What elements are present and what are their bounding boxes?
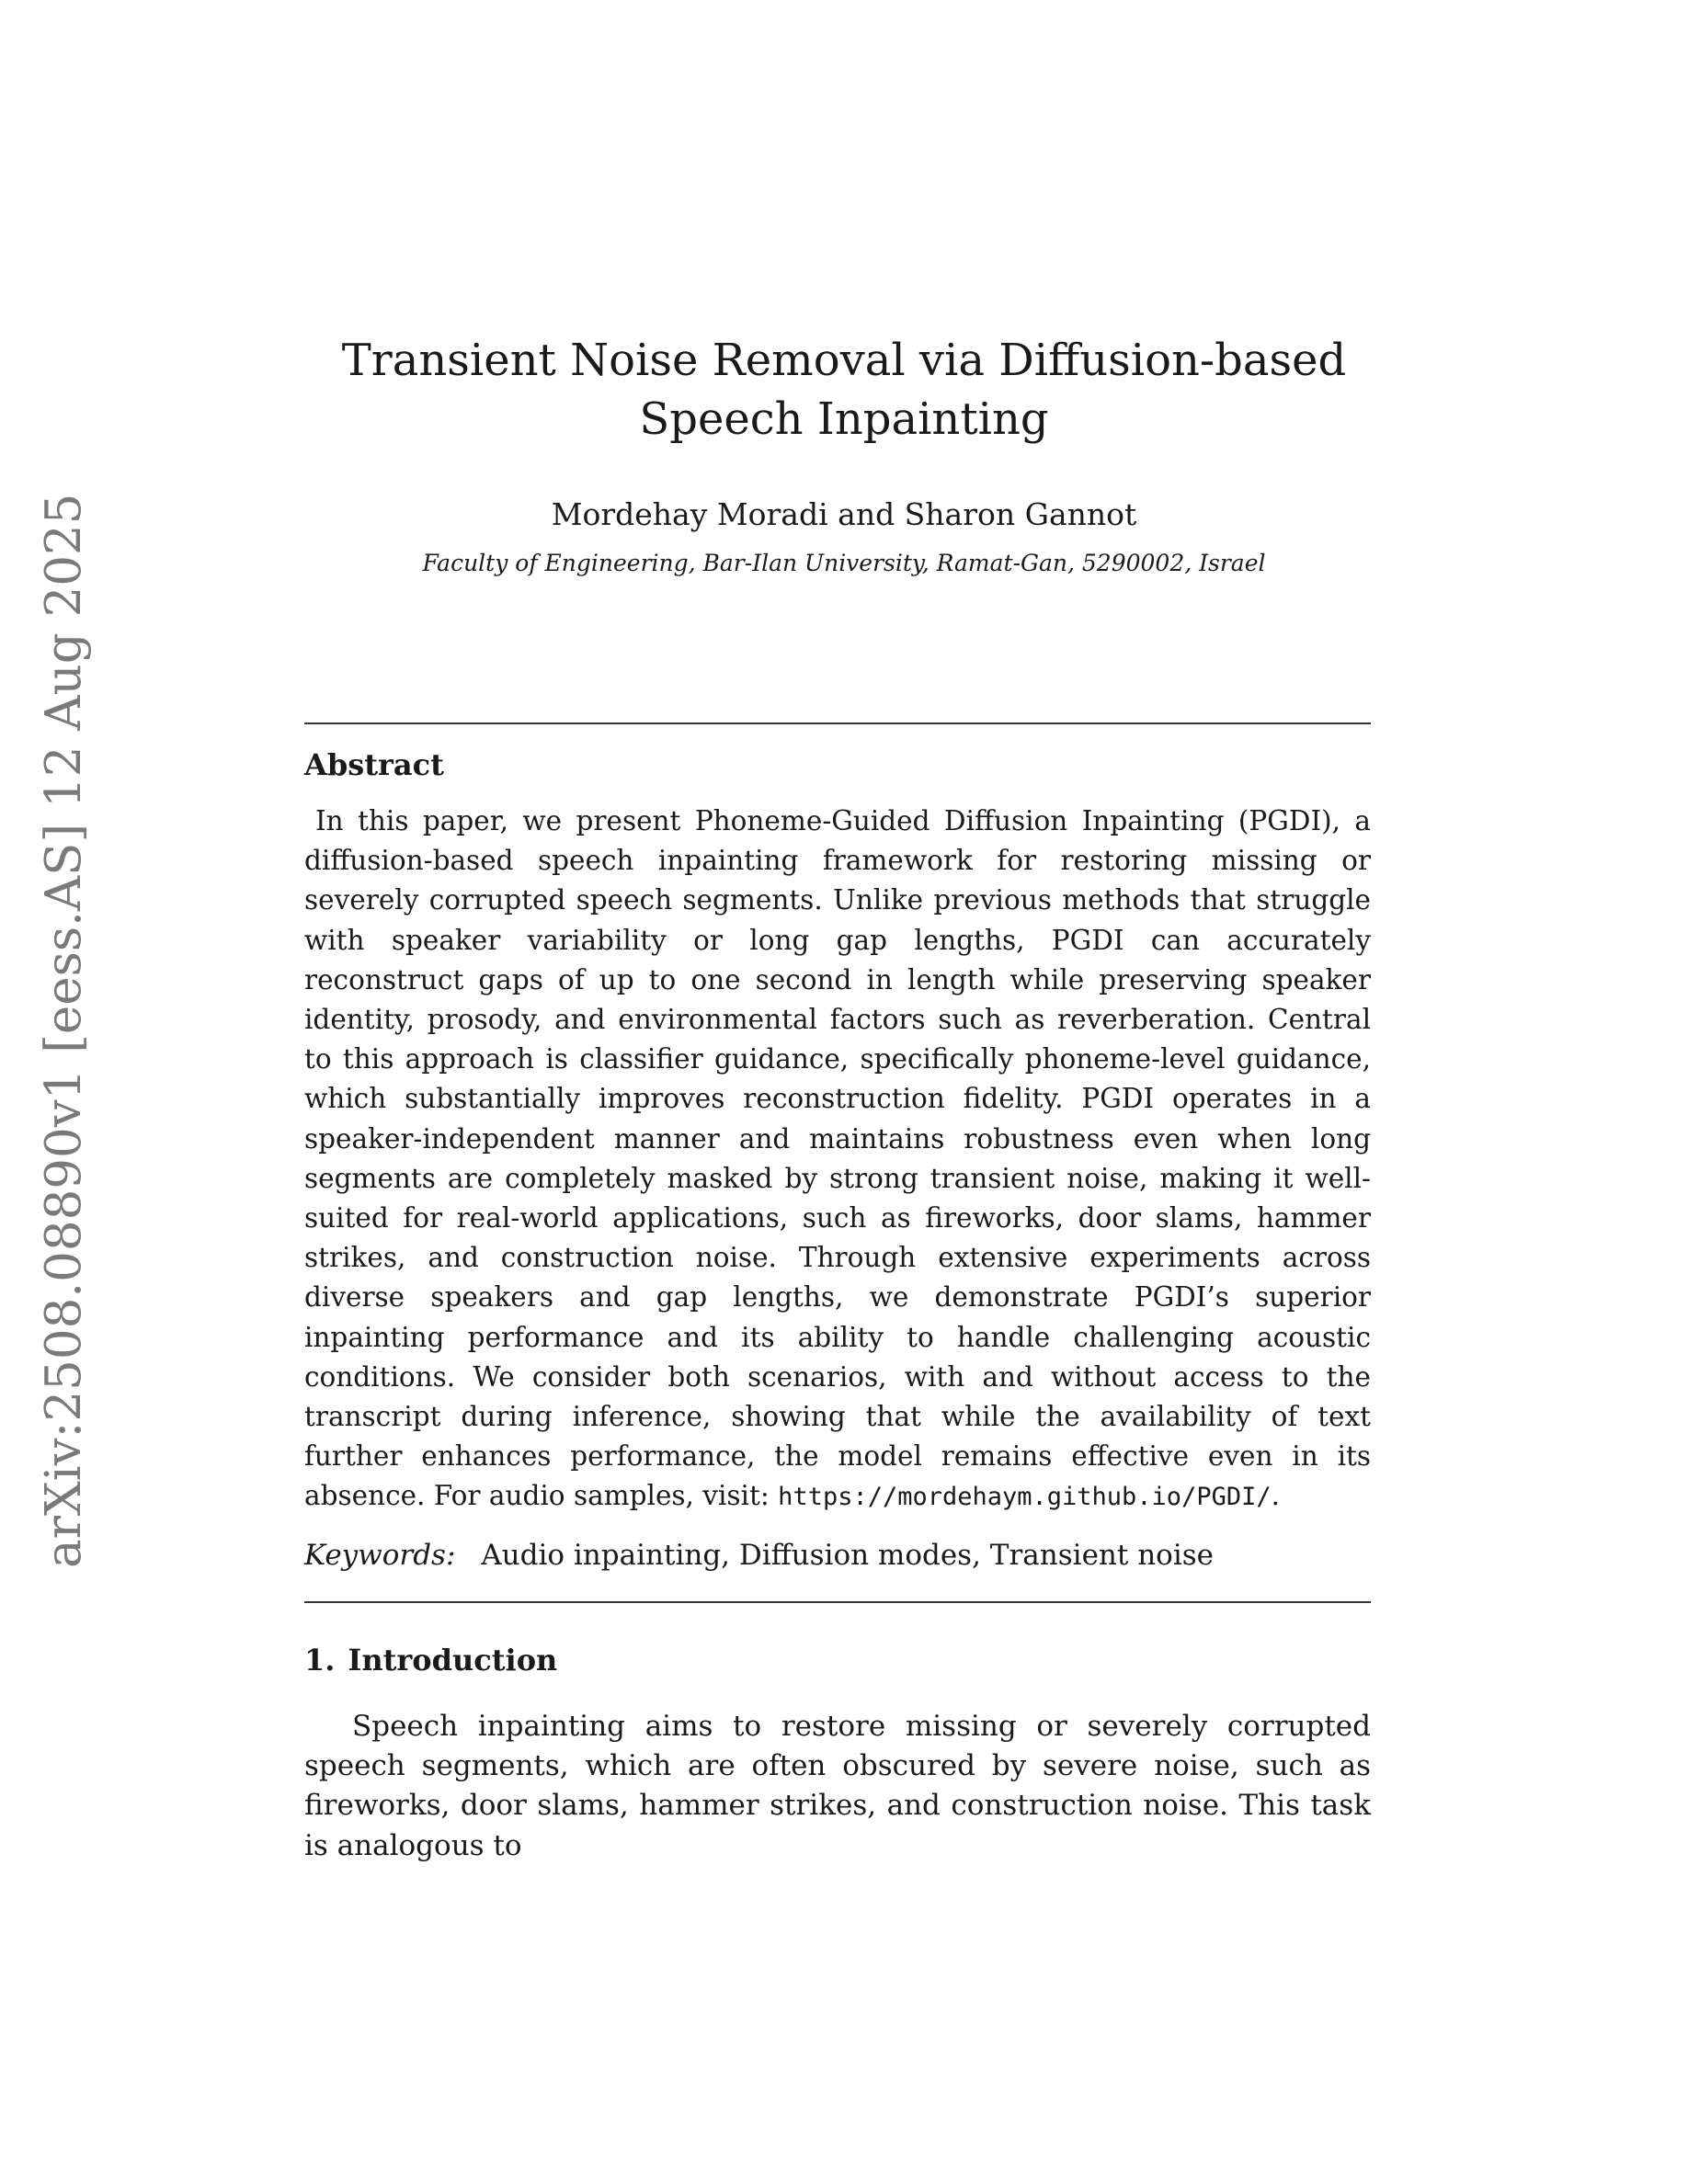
introduction-paragraph: Speech inpainting aims to restore missing or severely corrupted speech segments, which are often obscured by severe noise, such as fireworks, door slams, hammer strikes, and construction noise. This task is analogous to — [304, 1710, 1371, 1862]
abstract-heading: Abstract — [304, 747, 444, 782]
keywords-label: Keywords: — [304, 1539, 456, 1572]
paper-affiliation: Faculty of Engineering, Bar-Ilan University, Ramat-Gan, 5290002, Israel — [422, 550, 1266, 576]
arxiv-identifier-stamp: arXiv:2508.08890v1 [eess.AS] 12 Aug 2025 — [36, 493, 92, 1568]
section-number: 1. — [304, 1643, 336, 1678]
paper-authors: Mordehay Moradi and Sharon Gannot — [551, 496, 1137, 532]
abstract-url-suffix: . — [1271, 1480, 1280, 1512]
keywords-line — [304, 1535, 1371, 1575]
section-title: Introduction — [348, 1643, 558, 1678]
section-heading-introduction — [304, 1640, 557, 1680]
audio-samples-link[interactable]: https://mordehaym.github.io/PGDI/ — [778, 1483, 1272, 1512]
abstract-text: In this paper, we present Phoneme-Guided Diffusion Inpainting (PGDI), a diffusion-based speech inpainting framework for restoring missing or severely corrupted speech segments. Unlike previous methods that struggle with speaker variability or long gap lengths, PGDI can accurately reconstruct gaps of up to one second in length while preserving speaker identity, prosody, and environmental factors such as reverberation. Central to this approach is classifier guidance, specifically phoneme-level guidance, which substantially improves reconstruction fidelity. PGDI operates in a speaker-independent manner and maintains robustness even when long segments are completely masked by strong transient noise, making it well-suited for real-world applications, such as fireworks, door slams, hammer strikes, and construction noise. Through extensive experiments across diverse speakers and gap lengths, we demonstrate PGDI’s superior inpainting performance and its ability to handle challenging acoustic conditions. We consider both scenarios, with and without access to the transcript during inference, showing that while the availability of text further enhances performance, the model remains effective even in its absence. For audio samples, visit: — [304, 805, 1371, 1512]
abstract-bottom-rule — [304, 1601, 1371, 1603]
keywords-text: Audio inpainting, Diffusion modes, Transient noise — [481, 1539, 1214, 1572]
abstract-body — [304, 802, 1371, 1518]
paper-title: Transient Noise Removal via Diffusion-based Speech Inpainting — [341, 335, 1347, 445]
abstract-top-rule — [304, 722, 1371, 724]
